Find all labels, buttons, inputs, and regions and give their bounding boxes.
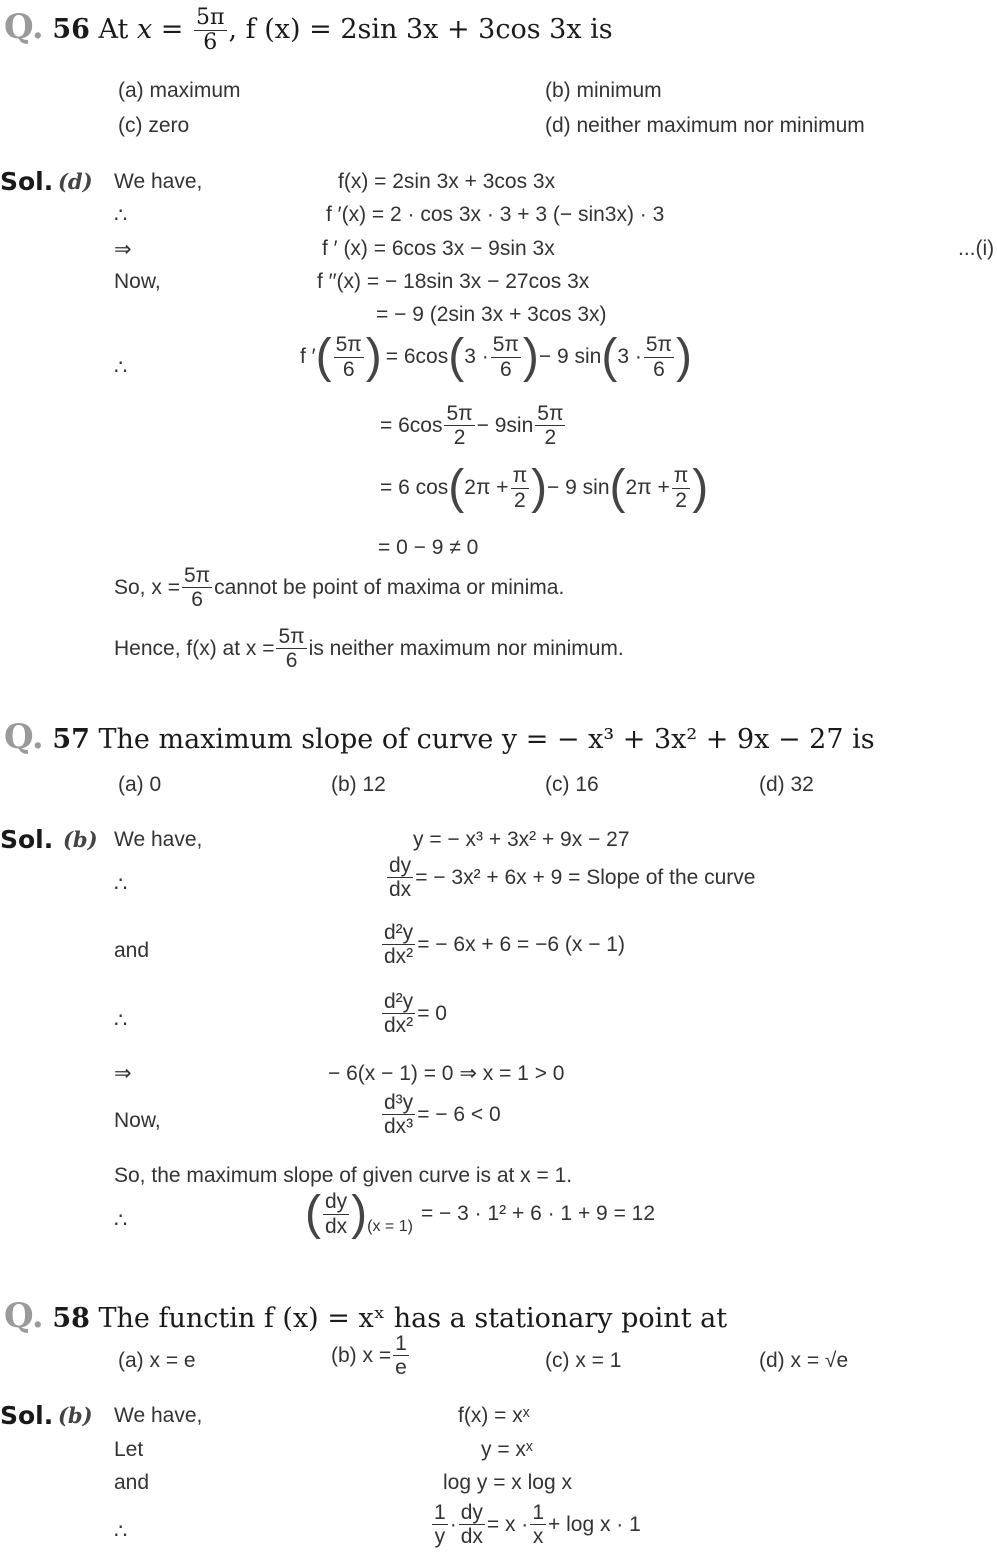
q57-option-d: (d) 32 — [759, 773, 814, 796]
q56-line2-right: f ′(x) = 2 · cos 3x · 3 + 3 (− sin3x) · 3 — [326, 203, 665, 226]
q56-step2 — [380, 402, 567, 449]
q56-option-a: (a) maximum — [118, 79, 241, 102]
q56-eq-ref: ...(i) — [958, 237, 995, 260]
q58-option-c: (c) x = 1 — [545, 1349, 622, 1372]
q58-l4-n1: 1 — [434, 1501, 446, 1524]
q58-line4-left: ∴ — [114, 1520, 128, 1543]
q57-line6 — [380, 1091, 501, 1138]
q57-line1-left: We have, — [114, 828, 203, 851]
q56-conclusion1 — [114, 564, 564, 611]
q58-number: 58 — [52, 1303, 90, 1334]
q57-l6-den: dx³ — [384, 1115, 414, 1139]
q56-concl2-num: 5π — [278, 625, 305, 648]
q56-stem-b: , f (x) = 2sin 3x + 3cos 3x is — [228, 14, 613, 46]
q57-l2-den: dx — [389, 878, 412, 902]
q56-answer: (d) — [58, 169, 93, 194]
q57-l6-right: = − 6 < 0 — [417, 1102, 501, 1126]
q57-sol-label: Sol. — [0, 825, 54, 854]
q56-concl1-a: So, x = — [114, 575, 180, 599]
q56-option-b: (b) minimum — [545, 79, 662, 102]
q58-answer: (b) — [58, 1403, 93, 1428]
q58-line3-left: and — [114, 1471, 150, 1494]
q56-deriv-f: f ′ — [300, 345, 316, 368]
right-paren-icon: ) — [692, 461, 709, 514]
q56-line4-left: Now, — [114, 270, 161, 293]
q56-step2-frac1 — [444, 402, 474, 449]
q56-deriv-den2: 6 — [499, 357, 512, 381]
q56-concl2-den: 6 — [285, 649, 298, 673]
q58-l4-dot: · — [449, 1512, 457, 1536]
q57-l2-num: dy — [389, 854, 412, 877]
q57-l8-num: dy — [324, 1190, 348, 1214]
q58-sol-label: Sol. — [0, 1401, 54, 1430]
q56-step3-den2: 2 — [675, 488, 687, 512]
q56-line3-right: f ′ (x) = 6cos 3x − 9sin 3x — [322, 237, 555, 260]
q57-line4 — [380, 990, 447, 1037]
q57-l4-den: dx² — [384, 1014, 414, 1038]
q56-line3-left: ⇒ — [114, 238, 132, 261]
q58-opt-b-label: (b) x = — [331, 1343, 392, 1367]
q56-concl1-den: 6 — [191, 588, 203, 612]
q58-mark: Q. — [4, 1296, 44, 1336]
q57-number: 57 — [52, 724, 90, 755]
q56-deriv-fraction — [334, 333, 364, 380]
q56-concl1-b: cannot be point of maxima or minima. — [214, 575, 565, 599]
q56-concl1-frac — [182, 564, 212, 611]
q58-option-a: (a) x = e — [118, 1349, 196, 1372]
q56-step3-in2: 2π + — [625, 476, 670, 499]
q56-concl2-frac — [276, 625, 306, 672]
right-paren-icon: ) — [676, 330, 692, 383]
q56-step3 — [380, 461, 709, 514]
q56-line1-left: We have, — [114, 170, 203, 193]
q57-option-a: (a) 0 — [118, 773, 162, 796]
right-paren-icon: ) — [351, 1187, 368, 1240]
q57-l4-frac — [382, 990, 415, 1037]
q57-line8-left: ∴ — [114, 1209, 128, 1232]
q58-opt-b-frac — [393, 1332, 409, 1379]
q57-line4-left: ∴ — [114, 1009, 128, 1032]
q58-stem: The functin f (x) = xˣ has a stationary point at — [98, 1303, 728, 1334]
q56-concl2-a: Hence, f(x) at x = — [114, 636, 275, 660]
q56-conclusion2 — [114, 625, 624, 672]
q56-step3-num1: π — [512, 464, 528, 488]
q56-line4-right: f ′′(x) = − 18sin 3x − 27cos 3x — [317, 270, 590, 293]
left-paren-icon: ( — [601, 330, 618, 383]
q56-deriv-num: 5π — [335, 333, 362, 357]
q57-l4-right: = 0 — [417, 1001, 447, 1025]
q58-l4-frac1 — [432, 1501, 448, 1548]
q57-l2-frac — [387, 854, 413, 901]
q57-l4-num: d²y — [384, 990, 414, 1013]
q57-line3 — [380, 921, 625, 968]
q56-step2-num1: 5π — [446, 402, 473, 425]
q58-opt-b-den: e — [395, 1356, 407, 1380]
q58-l4-d1: y — [434, 1525, 446, 1549]
q57-line1-right: y = − x³ + 3x² + 9x − 27 — [413, 828, 630, 851]
q57-l3-right: = − 6x + 6 = −6 (x − 1) — [417, 932, 625, 956]
q56-deriv-fraction2 — [491, 333, 521, 380]
q56-deriv-fraction3 — [644, 333, 674, 380]
q56-deriv-eq: = 6cos — [385, 345, 449, 368]
q57-line2-left: ∴ — [114, 873, 128, 896]
q57-option-c: (c) 16 — [545, 773, 599, 796]
q57-mark: Q. — [4, 717, 44, 757]
q56-deriv-3b: 3 · — [617, 345, 642, 368]
q56-step2-den1: 2 — [453, 426, 466, 450]
q58-l4-frac2 — [459, 1501, 485, 1548]
q58-option-d: (d) x = √e — [759, 1349, 849, 1372]
q56-deriv-den3: 6 — [653, 357, 665, 381]
q58-line3-right: log y = x log x — [443, 1471, 572, 1494]
q56-concl1-num: 5π — [183, 564, 211, 587]
q57-l8-sub: (x = 1) — [367, 1218, 413, 1235]
q56-step3-in1: 2π + — [464, 476, 509, 499]
q57-l6-num: d³y — [384, 1091, 414, 1114]
q56-step3-b: − 9 sin — [547, 476, 610, 499]
q57-l3-den: dx² — [384, 945, 414, 969]
q56-step3-frac1 — [511, 464, 530, 511]
q56-line2-left: ∴ — [114, 204, 128, 227]
right-paren-icon: ) — [531, 461, 548, 514]
q57-line6-left: Now, — [114, 1109, 161, 1132]
q57-l6-frac — [382, 1091, 415, 1138]
q56-stem-fraction — [194, 6, 226, 55]
q56-line1-right: f(x) = 2sin 3x + 3cos 3x — [338, 170, 556, 193]
q56-stem-den: 6 — [203, 30, 218, 56]
left-paren-icon: ( — [609, 461, 626, 514]
q56-number: 56 — [52, 14, 90, 46]
q56-deriv-minus: − 9 sin — [538, 345, 602, 368]
q57-line3-left: and — [114, 939, 150, 962]
q58-line1-left: We have, — [114, 1404, 203, 1427]
left-paren-icon: ( — [305, 1187, 321, 1240]
q57-l8-right: = − 3 · 1² + 6 · 1 + 9 = 12 — [420, 1202, 656, 1225]
q56-step3-frac2 — [672, 464, 691, 511]
left-paren-icon: ( — [448, 330, 465, 383]
q58-line1-right: f(x) = xˣ — [458, 1404, 530, 1427]
q57-line8 — [305, 1187, 656, 1240]
q56-deriv-expr — [300, 330, 692, 383]
q58-l4-n3: 1 — [532, 1501, 544, 1524]
q56-sol-label: Sol. — [0, 167, 54, 196]
left-paren-icon: ( — [448, 461, 465, 514]
q56-deriv-3a: 3 · — [464, 345, 489, 368]
right-paren-icon: ) — [522, 330, 539, 383]
q58-l4-frac3 — [530, 1501, 546, 1548]
q58-l4-d2: dx — [460, 1525, 483, 1549]
q58-opt-b-num: 1 — [395, 1332, 407, 1355]
q58-option-b — [331, 1332, 411, 1379]
q58-line4 — [430, 1501, 641, 1548]
q56-stem-a: At — [98, 14, 129, 46]
q58-l4-end: + log x · 1 — [548, 1512, 641, 1536]
q56-step2-b: − 9sin — [476, 413, 534, 437]
q56-step3-a: = 6 cos — [380, 476, 449, 499]
q56-concl2-b: is neither maximum nor minimum. — [308, 636, 624, 660]
q57-option-b: (b) 12 — [331, 773, 386, 796]
q57-l2-right: = − 3x² + 6x + 9 = Slope of the curve — [415, 865, 756, 889]
q56-step2-frac2 — [535, 402, 565, 449]
q56-deriv-num2: 5π — [492, 333, 519, 357]
q57-l8-frac — [323, 1190, 349, 1237]
q56-option-d: (d) neither maximum nor minimum — [545, 114, 865, 137]
q58-l4-n2: dy — [460, 1501, 483, 1524]
q56-deriv-den: 6 — [342, 357, 355, 381]
q56-step3-num2: π — [673, 464, 689, 488]
q56-stem-num: 5π — [196, 5, 225, 30]
q56-step2-num2: 5π — [537, 402, 564, 425]
q56-question — [4, 6, 613, 55]
right-paren-icon: ) — [365, 330, 382, 383]
q57-l3-num: d²y — [384, 921, 414, 944]
q56-deriv-num3: 5π — [645, 333, 673, 357]
q57-answer: (b) — [63, 827, 98, 852]
q56-stem-x: x = — [137, 14, 184, 46]
q57-l8-den: dx — [324, 1214, 348, 1238]
q57-l3-frac — [382, 921, 415, 968]
left-paren-icon: ( — [315, 330, 332, 383]
q56-step4: = 0 − 9 ≠ 0 — [378, 536, 479, 559]
q58-line2-right: y = xˣ — [481, 1438, 533, 1461]
q56-step3-den1: 2 — [513, 488, 526, 512]
q57-line7: So, the maximum slope of given curve is at x = 1. — [114, 1164, 573, 1187]
q56-option-c: (c) zero — [118, 114, 190, 137]
q58-question — [4, 1296, 727, 1336]
q56-step2-a: = 6cos — [380, 413, 443, 437]
q56-line5-right: = − 9 (2sin 3x + 3cos 3x) — [376, 303, 607, 326]
q57-line5-right: − 6(x − 1) = 0 ⇒ x = 1 > 0 — [328, 1062, 565, 1085]
q57-line5-left: ⇒ — [114, 1062, 132, 1085]
q58-l4-mid: = x · — [486, 1512, 529, 1536]
q57-question — [4, 717, 875, 757]
q58-l4-d3: x — [532, 1525, 544, 1549]
q56-mark: Q. — [4, 7, 44, 48]
q57-line2 — [385, 854, 755, 901]
q56-deriv-left: ∴ — [114, 356, 128, 379]
q56-step2-den2: 2 — [544, 426, 557, 450]
q57-stem: The maximum slope of curve y = − x³ + 3x² + 9x − 27 is — [98, 724, 875, 755]
q58-line2-left: Let — [114, 1438, 144, 1461]
